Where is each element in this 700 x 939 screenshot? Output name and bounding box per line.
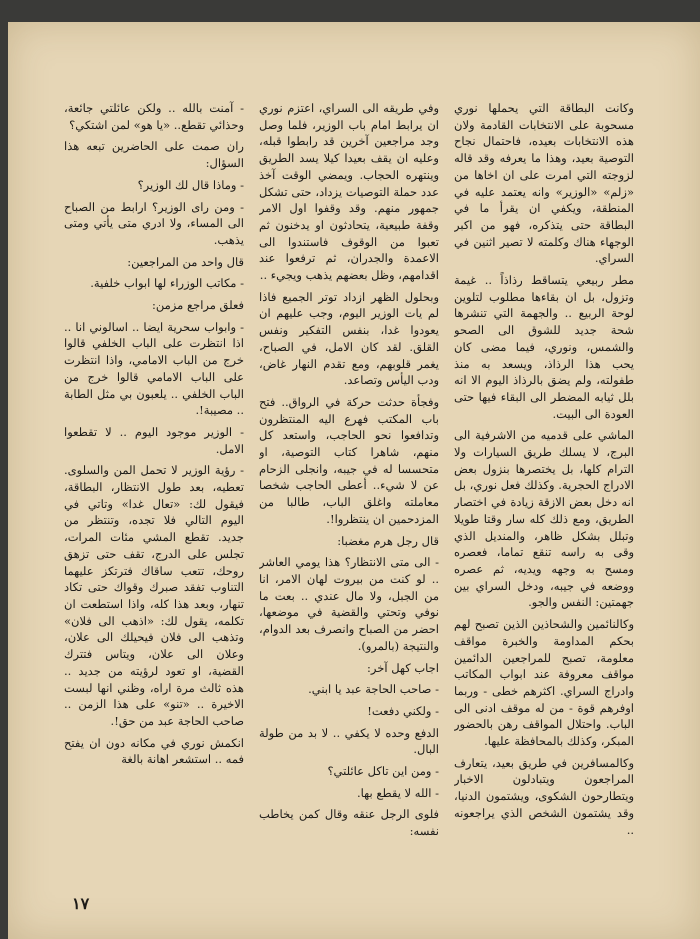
paragraph: اجاب كهل آخر: bbox=[367, 660, 439, 675]
paragraph: وفي طريقه الى السراي، اعتزم نوري ان يرابط امام باب الوزير، فلما وصل وجد مراجعين آخرين قد رابطوا قبله، وعليه ان يقف بعيدا كيلا يسد الطريق وينتهره الحجاب. ويمضي الوقت آخذ عدد حملة التوصيات يزداد، حتى تشكل جمهور منهم. وقد وقفوا اول الامر وقفة طبيعية، يتحادثون او يدخنون ثم تعبوا من الوقوف فاستندوا الى الاعمدة والجدران، ثم ترفعوا عند اقدامهم، وظل بعضهم يذهب ويجيء .. bbox=[259, 101, 439, 283]
paragraph: - صاحب الحاجة عبد يا ابني. bbox=[308, 682, 439, 697]
paragraph: وكانت البطاقة التي يحملها نوري مسحوبة على الانتخابات القادمة ولان هذه الانتخابات بعيده، فاحتمال نجاح التوصية بعيد، وهذا ما يعرفه وقد قاله لزوجته التي امرت على ان اخاها من «زلم» «الوزير» وانه يعتمد عليه في المنطقة، ويكفي ان يقرأ ما في البطاقة حتى يتذكره، فهو من اكبر الوجهاء هناك وكلمته لا تصير اثنين في السراي. bbox=[454, 101, 634, 266]
paragraph: - الله لا يقطع بها. bbox=[357, 785, 439, 800]
paragraph: - آمنت بالله .. ولكن عائلتي جائعة، وحذائي تقطع.. «يا هو» لمن اشتكي؟ bbox=[64, 101, 244, 132]
paragraph: قال واحد من المراجعين: bbox=[127, 254, 244, 269]
magazine-page bbox=[8, 22, 700, 939]
page-number: ١٧ bbox=[72, 894, 90, 913]
paragraph: انكمش نوري في مكانه دون ان يفتح فمه .. استشعر اهانة بالغة bbox=[64, 735, 244, 767]
paragraph: وكالمسافرين في طريق بعيد، يتعارف المراجعون ويتبادلون الاخبار ويتطارحون الشكوى، ويشتمون الدنيا، وقد يشتمون الشخص الذي يراجعونه .. bbox=[454, 755, 634, 837]
paragraph: - الى متى الانتظار؟ هذا يومي العاشر .. لو كنت من بيروت لهان الامر، انا من الجبل، ولا مال عندي .. بعت ما نوفي وتحتي والقضية في موضعها، احضر من الصباح وانصرف بعد الدوام، والنتيجة (بالمرو). bbox=[259, 555, 439, 653]
paragraph: وفجأة حدثت حركة في الرواق.. فتح باب المكتب فهرع اليه المنتظرون وتدافعوا نحو الحاجب، واستعد كل منهم، شاهرا كتاب التوصية، او متحسسا له في جيبه، وانجلى الزحام عن لا شيء.. أعطى الحاجب شخصا معاملته واغلق الباب، طالبا من المزدحمين ان ينتظروا!. bbox=[259, 394, 439, 526]
paragraph: - مكاتب الوزراء لها ابواب خلفية. bbox=[90, 276, 244, 291]
text-column-right bbox=[454, 100, 634, 860]
paragraph: - رؤية الوزير لا تحمل المن والسلوى. تعطيه، بعد طول الانتظار، البطاقة، فيقول لك: «تعال غدا» وتاتي في اليوم التالي فلا تجده، وتنتظر من جديد. تقطع المشي مئات المرات، تجلس على الدرج، تقف حتى تزهق روحك، تتعب ساقاك فترتكز عليهما التناوب تفقد صبرك وقواك حتى تكاد تنهار، وبعد هذا كله، واذا استطعت ان تكلمه، يقول لك: «اذهب الى فلان» وتذهب الى فلان فيحيلك الى علان، وعلان الى علان، ويتاس فتترك القضية، او تعود لرؤيته من جديد .. هذه ثالث مرة اراه، وظني انها لبست الاخيرة .. «تنو» على هذا الزمن .. صاحب الحاجة عبد من حق!. bbox=[64, 463, 244, 728]
paragraph: الماشي على قدميه من الاشرفية الى البرج، لا يسلك طريق السيارات ولا الترام كلها، بل يختصرها بنزول بعض الادراج الحجرية. وكذلك فعل نوري، بل انه دخل بعض الازقة زيادة في اختصار الطريق، ومع ذلك كله سار وقتا طويلا وتبلل بشكل ظاهر، والمنديل الذي وقى به راسه تنقع تماما، فعصره ومسح به وجهه ويديه، ثم عصره ووضعه في جيبه، ودخل السراي بين جهمتين: النفس والجو. bbox=[454, 428, 634, 610]
paragraph: - وابواب سحرية ايضا .. اسالوني انا .. اذا انتظرت على الباب الخلفي قالوا خرج من الباب الامامي، واذا انتظرت على الباب الامامي قالوا خرج من الباب الخلفي .. يلعبون بي مثل الطابة .. مصيبة!. bbox=[64, 319, 244, 418]
paragraph: - ولكني دفعت! bbox=[367, 703, 439, 718]
text-column-left bbox=[64, 100, 244, 860]
paragraph: فعلق مراجع مزمن: bbox=[152, 298, 244, 313]
paragraph: - ومن راى الوزير؟ ارابط من الصباح الى المساء، ولا ادري متى يأتي ومتى يذهب. bbox=[64, 199, 244, 247]
text-column-middle bbox=[259, 100, 439, 860]
paragraph: - الوزير موجود اليوم .. لا تقطعوا الامل. bbox=[64, 424, 244, 456]
paragraph: مطر ربيعي يتساقط رذاذاً .. غيمة وتزول، بل ان بقاءها مطلوب لتلوين لوحة الربيع .. والجهمة التي تنشرها شحة جديد للشوق الى الصحو والشمس، ونوري، فيما مضى كان يحب هذا الرذاذ، ويسعد به منذ طفولته، ولم يضق بالرذاذ اليوم الا انه بلل ثيابه المضطر الى البقاء فيها حتى العودة الى البيت. bbox=[454, 273, 634, 421]
paragraph: الدفع وحده لا يكفي .. لا بد من طولة البال. bbox=[259, 725, 439, 757]
paragraph: - ومن اين تاكل عائلتي؟ bbox=[327, 764, 439, 779]
paragraph: وكالنائمين والشحاذين الذين تصبح لهم بحكم المداومة والخبرة مواقف معلومة، تصبح للمراجعين الدائمين مواقف معروفة عند ابواب المكاتب وادراج السراي. اكثرهم خطى - وربما اوفرهم قوة - من له موقف ادنى الى الباب. واحتلال المواقف رهن بالحضور المبكر، وكذلك بالمحافظة عليها. bbox=[454, 617, 634, 749]
paragraph: ران صمت على الحاضرين تبعه هذا السؤال: bbox=[64, 139, 244, 171]
paragraph: - وماذا قال لك الوزير؟ bbox=[137, 177, 244, 192]
paragraph: فلوى الرجل عنقه وقال كمن يخاطب نفسه: bbox=[259, 807, 439, 839]
paragraph: وبحلول الظهر ازداد توتر الجميع فاذا لم يات الوزير اليوم، وجب عليهم ان يعودوا غدا، بنفس التفكير ونفس القلق. لقد كان الامل، في الصباح، يغمر قلوبهم، ومع تقدم النهار غاض، ودب اليأس وتصاعد. bbox=[259, 289, 439, 388]
paragraph: قال رجل هرم مغضبا: bbox=[337, 533, 439, 548]
